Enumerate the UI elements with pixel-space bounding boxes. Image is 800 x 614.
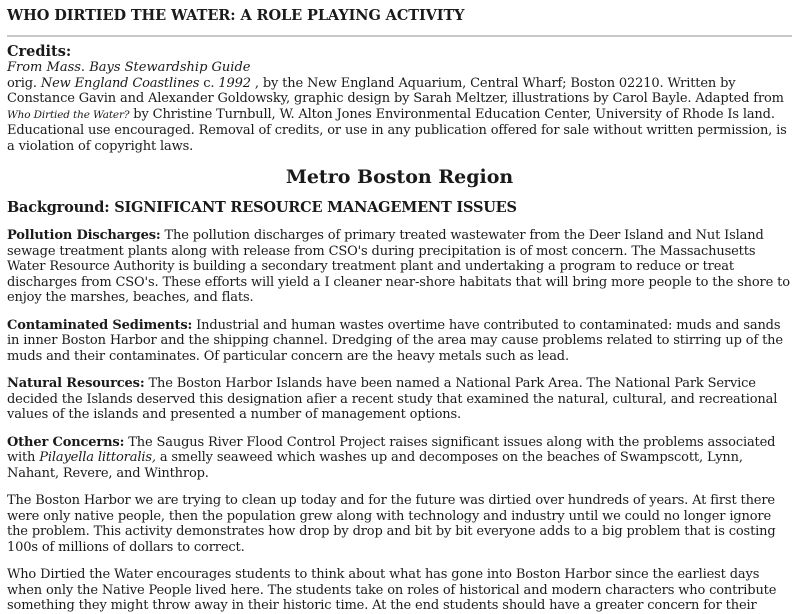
credits-orig-title: New England Coastlines [40, 75, 200, 91]
credits-text-1: , by the New England Aquarium, Central Wharf; Boston 02210. Written by Constance Gavin and Alexander Goldowsky, graphic design by Sarah Meltzer, illustrations by Carol Bayle. Adapted from [7, 75, 784, 106]
background-heading: Background: SIGNIFICANT RESOURCE MANAGEMENT ISSUES [7, 199, 517, 216]
issue-text: The Boston Harbor Islands have been named a National Park Area. The National Park Service decided the Islands deserved this designation afier a recent study that examined the natural, cultural, and recreational values of the islands and presented a number of management options. [7, 376, 778, 422]
issue-pollution-discharges [7, 228, 792, 306]
credits-prefix: orig. [7, 75, 41, 91]
issue-text: Industrial and human wastes overtime have contributed to contaminated: muds and sands in inner Boston Harbor and the shipping channel. Dredging of the area may cause problems related to stirring up of the muds and their contaminates. Of particular concern are the heavy metals such as lead. [7, 317, 783, 364]
issue-label: Other Concerns: [7, 434, 125, 450]
credits-body [7, 76, 792, 155]
species-name: Pilayella littoralis, [39, 450, 156, 465]
credits-source: From Mass. Bays Stewardship Guide [7, 60, 251, 75]
credits-text-2: by Christine Turnbull, W. Alton Jones Environmental Education Center, University of Rhode Is land. Educational use encouraged. Removal of credits, or use in any publication offered for sale without written permission, is a violation of copyright laws. [7, 106, 787, 154]
credits-heading: Credits: [7, 43, 72, 60]
credits-adapted-title: Who Dirtied the Water? [7, 108, 130, 121]
credits-year-prefix: c. [199, 75, 219, 91]
credits-orig-year: 1992 [218, 75, 255, 91]
issue-other-concerns [7, 435, 792, 482]
issue-text: The Saugus River Flood Control Project raises significant issues along with the problems associated with [7, 434, 776, 465]
region-title: Metro Boston Region [285, 166, 514, 188]
credits-section [7, 43, 792, 154]
paragraph-boston-harbor-history: The Boston Harbor we are trying to clean up today and for the future was dirtied over hundreds of years. At first there were only native people, then the population grew along with technology and industry until we could no longer ignore the problem. This activity demonstrates how drop by drop and bit by bit everyone adds to a big problem that is costing 100s of millions of dollars to correct. [7, 493, 776, 555]
issue-label: Contaminated Sediments: [7, 317, 193, 333]
issue-text-after: a smelly seaweed which washes up and decomposes on the beaches of Swampscott, Lynn, Nahant, Revere, and Winthrop. [7, 450, 743, 481]
issue-label: Pollution Discharges: [7, 228, 161, 243]
document-title: WHO DIRTIED THE WATER: A ROLE PLAYING ACTIVITY [7, 7, 465, 24]
issue-label: Natural Resources: [7, 376, 145, 391]
issue-natural-resources [7, 376, 792, 423]
paragraph-activity-description: Who Dirtied the Water encourages students to think about what has gone into Boston Harbor since the earliest days when only the Native People lived here. The students take on roles of historical and modern characters who contribute something they might throw away in their historic time. At the end students should have a greater concern for their [7, 567, 777, 613]
horizontal-rule [7, 35, 792, 37]
issue-text: The pollution discharges of primary treated wastewater from the Deer Island and Nut Island sewage treatment plants along with release from CSO's during precipitation is of most concern. The Massachusetts Water Resource Authority is building a secondary treatment plant and undertaking a program to reduce or treat discharges from CSO's. These efforts will yield a I cleaner near-shore habitats that will bring more people to the shore to enjoy the marshes, beaches, and flats. [7, 228, 790, 305]
issue-contaminated-sediments [7, 318, 792, 365]
